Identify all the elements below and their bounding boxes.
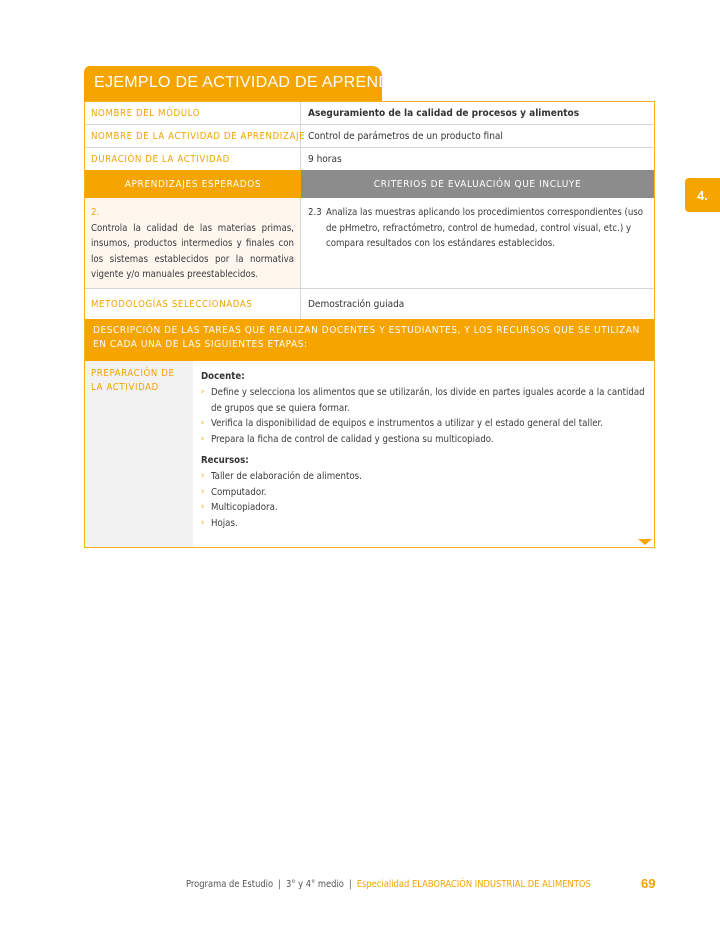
aprendizaje-number: 2. (91, 207, 100, 218)
recursos-title: Recursos: (201, 454, 249, 466)
page-footer: Programa de Estudio | 3° y 4° medio | Especialidad ELABORACIÓN INDUSTRIAL DE ALIMENTOS (186, 879, 591, 890)
module-value: Aseguramiento de la calidad de procesos y alimentos (308, 107, 580, 119)
info-row-module (85, 102, 654, 125)
chevron-right-icon: › (201, 386, 205, 397)
footer-level: 3° y 4° medio (285, 879, 344, 890)
info-row-duration (85, 148, 654, 170)
activity-title: EJEMPLO DE ACTIVIDAD DE APRENDIZAJE (84, 66, 382, 102)
footer-program: Programa de Estudio (186, 879, 274, 890)
info-row-activity-name (85, 125, 654, 148)
etapa-label: PREPARACIÓN DE LA ACTIVIDAD (85, 361, 193, 547)
chevron-right-icon: › (201, 434, 205, 445)
chevron-right-icon: › (201, 486, 205, 497)
duration-label: DURACIÓN DE LA ACTIVIDAD (85, 148, 301, 170)
metodologias-row (85, 289, 654, 319)
activity-table (84, 101, 655, 548)
descripcion-header: DESCRIPCIÓN DE LAS TAREAS QUE REALIZAN DOCENTES Y ESTUDIANTES, Y LOS RECURSOS QUE SE UTILIZAN EN CADA UNA DE LAS SIGUIENTES ETAPAS: (85, 319, 654, 361)
footer-specialty: Especialidad ELABORACIÓN INDUSTRIAL DE ALIMENTOS (356, 879, 591, 890)
page-number: 69 (641, 876, 656, 891)
recurso-item: › Multicopiadora. (201, 500, 646, 516)
etapa-content (193, 361, 654, 547)
continue-down-triangle-icon (638, 539, 652, 545)
activity-name-value: Control de parámetros de un producto final (308, 130, 503, 142)
docente-item: › Define y selecciona los alimentos que se utilizarán, los divide en partes iguales acorde a la cantidad de grupos que se quiera formar. (201, 385, 646, 417)
criterio-text: Analiza las muestras aplicando los procedimientos correspondientes (uso de pHmetro, refractómetro, control de humedad, control visual, etc.) y compara resultados con los estándares establecidos. (326, 207, 644, 249)
etapa-row (85, 361, 654, 547)
docente-item: › Prepara la ficha de control de calidad y gestiona su multicopiado. (201, 432, 646, 448)
activity-name-label: NOMBRE DE LA ACTIVIDAD DE APRENDIZAJE (85, 125, 301, 147)
learning-content-row (85, 198, 654, 289)
criterio-number: 2.3 (308, 207, 322, 218)
chevron-right-icon: › (201, 502, 205, 513)
recurso-item: › Taller de elaboración de alimentos. (201, 469, 646, 485)
metodologias-label: METODOLOGÍAS SELECCIONADAS (85, 289, 301, 319)
chevron-right-icon: › (201, 418, 205, 429)
docente-item: › Verifica la disponibilidad de equipos e instrumentos a utilizar y el estado general del taller. (201, 416, 646, 432)
chevron-right-icon: › (201, 518, 205, 529)
duration-value: 9 horas (308, 153, 342, 165)
aprendizaje-cell (85, 198, 301, 288)
recurso-item: › Hojas. (201, 516, 646, 532)
recurso-item: › Computador. (201, 485, 646, 501)
chapter-tab: 4. (685, 178, 720, 212)
module-label: NOMBRE DEL MÓDULO (85, 102, 301, 124)
aprendizaje-text: Controla la calidad de las materias primas, insumos, productos intermedios y finales con los sistemas establecidos por la normativa vigente y/o manuales preestablecidos. (91, 222, 294, 280)
aprendizajes-header: APRENDIZAJES ESPERADOS (85, 170, 301, 198)
metodologias-value: Demostración guiada (308, 298, 405, 310)
docente-title: Docente: (201, 371, 245, 382)
chevron-right-icon: › (201, 470, 205, 481)
criterios-header: CRITERIOS DE EVALUACIÓN QUE INCLUYE (301, 170, 654, 198)
column-headers (85, 170, 654, 198)
criterio-cell (301, 198, 654, 288)
